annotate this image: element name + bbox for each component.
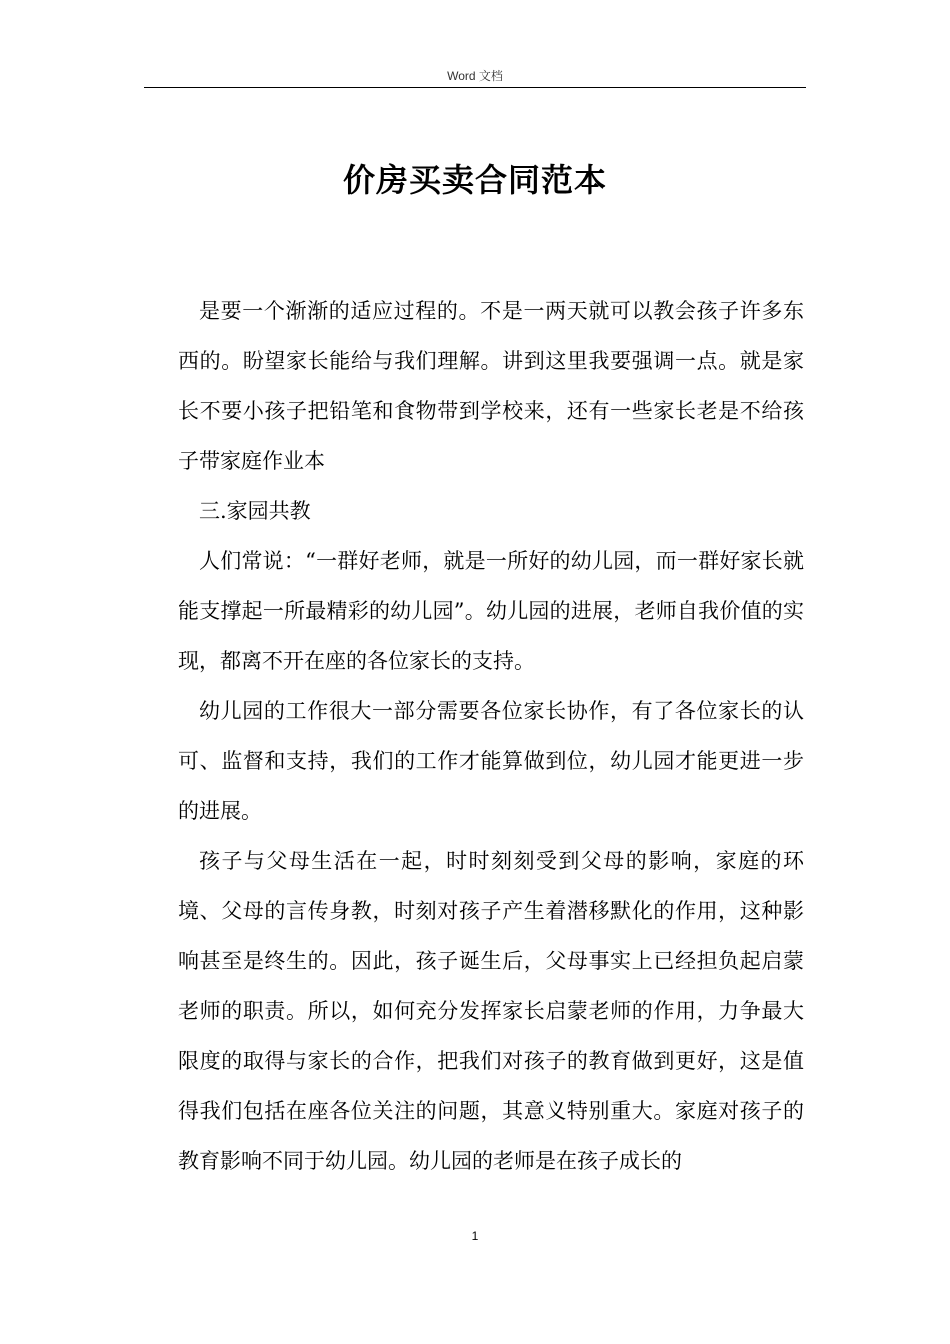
header-divider: [144, 87, 806, 88]
page-number: 1: [471, 1229, 479, 1243]
page-header: Word 文档: [447, 69, 503, 83]
document-title: 价房买卖合同范本: [342, 161, 607, 199]
document-body: [178, 286, 804, 1186]
paragraph-2: 人们常说：“一群好老师，就是一所好的幼儿园，而一群好家长就能支撑起一所最精彩的幼儿园”。幼儿园的进展，老师自我价值的实现，都离不开在座的各位家长的支持。: [178, 549, 804, 673]
paragraph-3: 幼儿园的工作很大一部分需要各位家长协作，有了各位家长的认可、监督和支持，我们的工作才能算做到位，幼儿园才能更进一步的进展。: [178, 699, 804, 823]
section-heading-home-school: 三.家园共教: [199, 499, 311, 523]
paragraph-1: 是要一个渐渐的适应过程的。不是一两天就可以教会孩子许多东西的。盼望家长能给与我们理解。讲到这里我要强调一点。就是家长不要小孩子把铅笔和食物带到学校来，还有一些家长老是不给孩子带家庭作业本: [178, 299, 804, 473]
paragraph-4: 孩子与父母生活在一起，时时刻刻受到父母的影响，家庭的环境、父母的言传身教，时刻对孩子产生着潜移默化的作用，这种影响甚至是终生的。因此，孩子诞生后，父母事实上已经担负起启蒙老师的职责。所以，如何充分发挥家长启蒙老师的作用，力争最大限度的取得与家长的合作，把我们对孩子的教育做到更好，这是值得我们包括在座各位关注的问题，其意义特别重大。家庭对孩子的教育影响不同于幼儿园。幼儿园的老师是在孩子成长的: [178, 849, 804, 1173]
